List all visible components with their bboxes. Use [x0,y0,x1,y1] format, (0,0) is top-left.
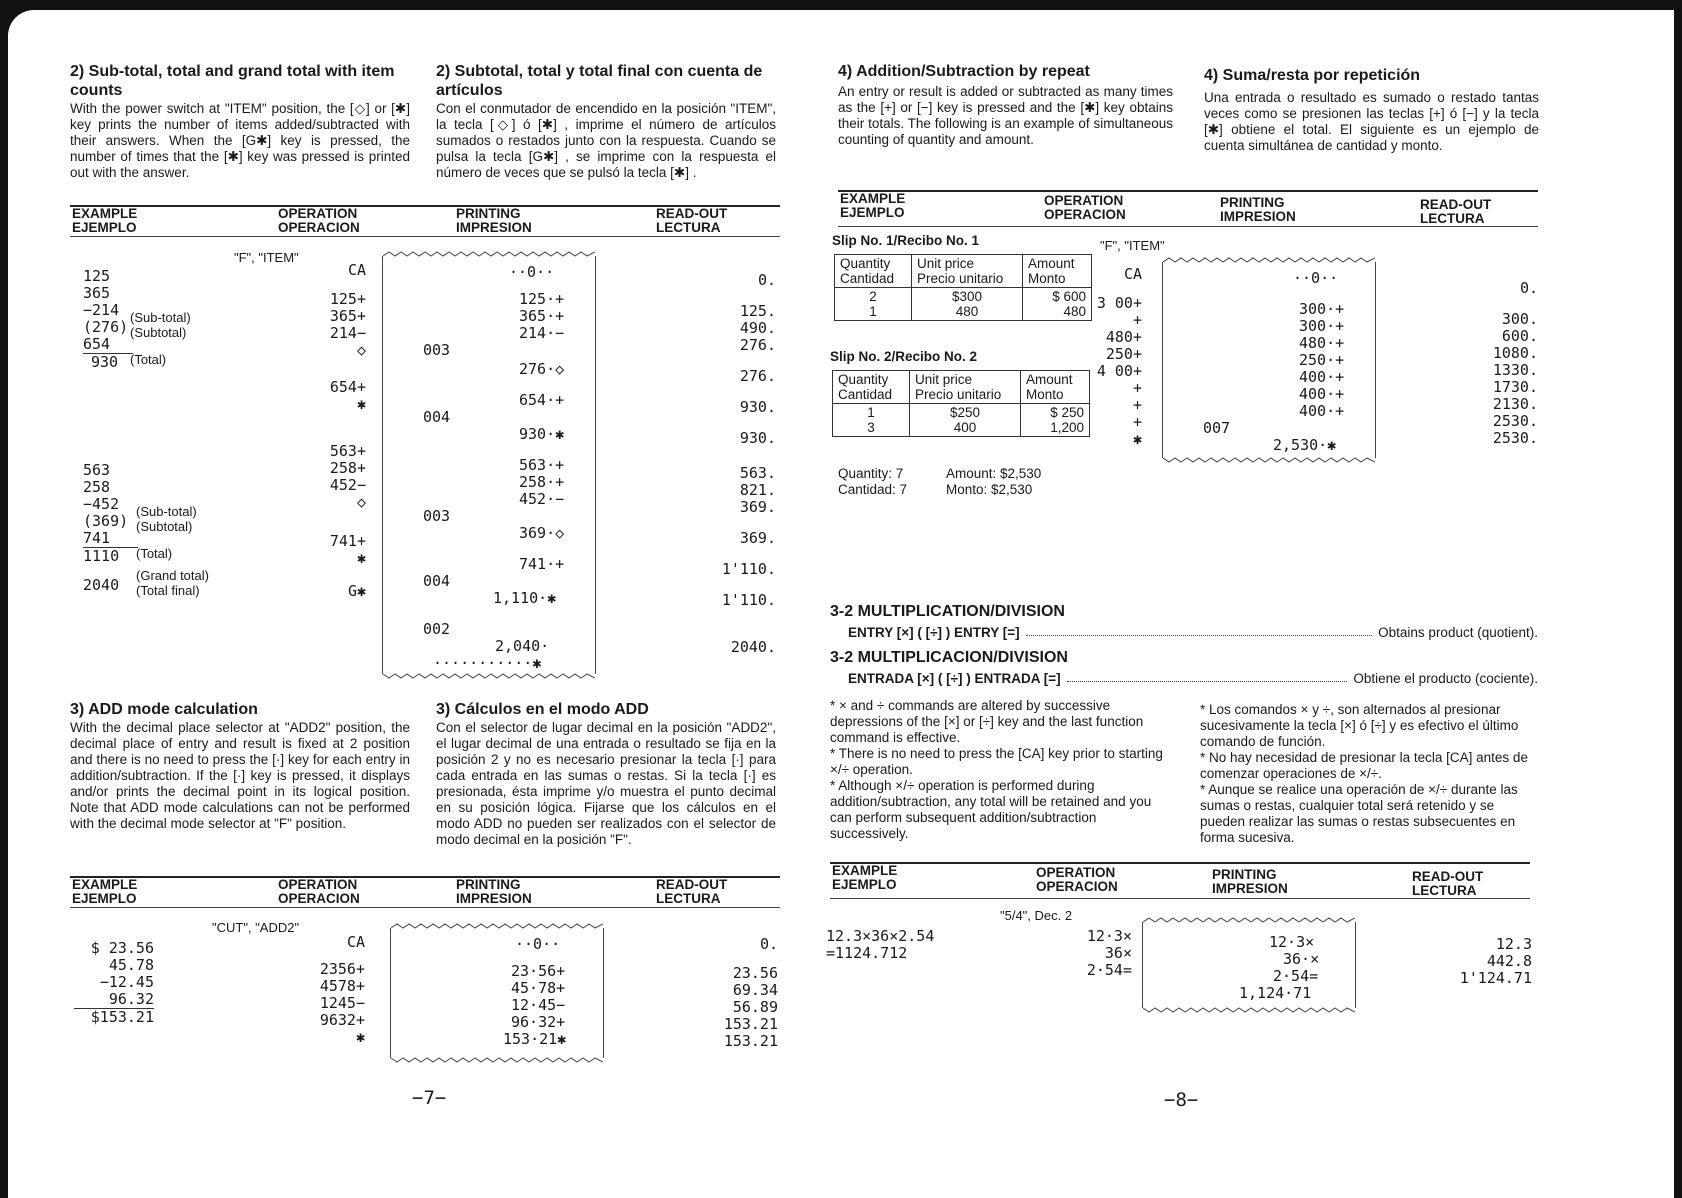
section-32-title-en: 3-2 MULTIPLICATION/DIVISION [830,603,1065,620]
example2-mode: "CUT", "ADD2" [212,920,300,935]
example3-readout: 0. 300. 600. 1080. 1330. 1730. 2130. 2530. 2530. [1492,279,1538,447]
example2-numbers: $ 23.56 45.78 −12.45 96.32 $153.21 [74,940,154,1026]
slip2-table: Quantity Cantidad Unit price Precio unitario Amount Monto 1 3 $250 400 $ 250 1,200 [832,370,1090,437]
section-3-title-es: 3) Cálculos en el modo ADD [436,701,649,718]
notes-en: * × and ÷ commands are altered by successive depressions of the [×] or [÷] key and the last function command is effective. * There is no need to press the [CA] key prior to starting ×/÷ operation. * Although ×/÷ operation is performed during addition/subtraction, any total will be retained and you can perform subsequent addition/subtraction successively. [830,698,1163,841]
example1-grand-total-label: (Grand total) (Total final) [136,568,209,598]
page-number-left: −7− [412,1087,447,1109]
section-32-formula-es: ENTRADA [×] ( [÷] ) ENTRADA [=] Obtiene el producto (cociente). [848,671,1538,686]
column-header-operation: OPERATION OPERACION [278,206,360,235]
example1-subtotal-label: (Sub-total) (Subtotal) [130,310,191,340]
section-2-title-es: 2) Subtotal, total y total final con cuenta de artículos [436,63,763,99]
example4-mode: "5/4", Dec. 2 [1000,908,1073,923]
table3-header-rule [838,226,1538,227]
example4-operations: 12·3× 36× 2·54= [1086,927,1132,979]
manual-spread [8,10,1674,1198]
section-2-body-en: With the power switch at "ITEM" position, the [◇] or [✱] key prints the number of items added/subtracted with their answers. When the [G✱] key is pressed, the number of times that the [✱] key was pressed is printed out with the answer. [70,101,410,180]
section-3-body-es: Con el selector de lugar decimal en la posición "ADD2", el lugar decimal de una entrada o resultado se fija en la posición 2 y no es necesario presionar la tecla [·] para cada entrada en las sumas o restas. Si la tecla [·] es presionada, ésta imprime y/o muestra el punto decimal en su posición lógica. Fijarse que los cálculos en el modo ADD no pueden ser realizados con el selector de modo decimal en la posición "F". [436,720,776,847]
section-4-title-en: 4) Addition/Subtraction by repeat [838,63,1090,80]
column-header-printing-3: PRINTING IMPRESION [1220,195,1296,224]
example1-numbers-b: 563 258 −452 (369) 741 1110 [83,462,138,565]
notes-es: * Los comandos × y ÷, son alternados al presionar sucesivamente la tecla [×] ó [÷] y es efectivo el último comando de función. * No hay necesidad de presionar la tecla [CA] antes de comenzar operaciones de ×/÷. * Aunque se realice una operación de ×/÷ durante las sumas o restas, cualquier total será retenido y se pueden realizar las sumas o restas subsecuentes en forma sucesiva. [1200,702,1528,845]
column-header-example-3: EXAMPLE EJEMPLO [840,191,906,220]
example1-operations: CA 125+ 365+ 214− ◇ 654+ ✱ 563+ 258+ 452− ◇ 741+ ✱ G✱ [308,262,366,600]
example1-readout: 0. 125. 490. 276. 276. 930. 930. 563. 821. 369. 369. 1'110. 1'110. 2040. [721,271,776,656]
example1-numbers-a: 125 365 −214 (276) 654 930 [83,268,133,371]
column-header-example-4: EXAMPLE EJEMPLO [832,863,898,892]
table4-header-rule [830,898,1530,899]
example1-total-label: (Total) [130,352,167,367]
column-header-operation-4: OPERATION OPERACION [1036,865,1118,894]
example1-total-label-2: (Total) [136,546,173,561]
section-32-formula-en: ENTRY [×] ( [÷] ) ENTRY [=] Obtains product (quotient). [848,625,1538,640]
example1-mode: "F", "ITEM" [234,250,299,265]
slip2-title: Slip No. 2/Recibo No. 2 [830,349,978,364]
column-header-printing-4: PRINTING IMPRESION [1212,867,1288,896]
section-2-title-en: 2) Sub-total, total and grand total with item counts [70,63,395,99]
column-header-example-2: EXAMPLE EJEMPLO [72,877,138,906]
page-number-right: −8− [1164,1089,1199,1111]
section-4-body-en: An entry or result is added or subtracted as many times as the [+] or [−] key is pressed and the [✱] key obtains their totals. The following is an example of simultaneous counting of quantity and amount. [838,84,1173,147]
example3-mode: "F", "ITEM" [1100,238,1165,253]
column-header-readout-2: READ-OUT LECTURA [656,877,728,906]
column-header-readout-3: READ-OUT LECTURA [1420,197,1492,226]
column-header-readout: READ-OUT LECTURA [656,206,728,235]
example2-operations: CA 2356+ 4578+ 1245− 9632+ ✱ [319,933,365,1046]
section-3-title-en: 3) ADD mode calculation [70,701,258,718]
section-4-body-es: Una entrada o resultado es sumado o restado tantas veces como se presionen las teclas [+] ó [−] y la tecla [✱] obtiene el total. El siguiente es un ejemplo de cuenta simultánea de cantidad y monto. [1204,90,1539,153]
example3-operations: CA 3 00+ + 480+ 250+ 4 00+ + + + ✱ [1096,265,1142,448]
example3-printing-tape: ··0·· 300·+ 300·+ 480·+ 250·+ 400·+ 400·+ 400·+ 007 2,530·✱ [1162,262,1376,458]
example1-printing-tape: ··0·· 125·+ 365·+ 214·− 003 276·◇ 654·+ 004 930·✱ 563·+ 258·+ 452·− 003 369·◇ 741·+ 004 1,110·✱ 002 2,040· ···········✱ [382,256,596,674]
table4-top-rule [830,862,1530,864]
section-2-body-es: Con el conmutador de encendido en la posición "ITEM", la tecla [◇] ó [✱] , imprime el número de artículos sumados o restados junto con la respuesta. Cuando se pulsa la tecla [G✱] , se imprime con la respuesta el número de veces que se pulsó la tecla [✱] . [436,101,776,180]
example1-grand-total: 2040 [83,576,120,594]
example4-expression: 12.3×36×2.54 =1124.712 [826,927,935,962]
section-32-title-es: 3-2 MULTIPLICACION/DIVISION [830,649,1068,666]
summary-quantity: Quantity: 7 Cantidad: 7 [838,466,908,497]
table-header-rule [70,236,780,237]
column-header-operation-3: OPERATION OPERACION [1044,193,1126,222]
example2-printing-tape: ··0·· 23·56+ 45·78+ 12·45− 96·32+ 153·21✱ [390,928,604,1058]
column-header-example: EXAMPLE EJEMPLO [72,206,138,235]
slip1-table: Quantity Cantidad Unit price Precio unitario Amount Monto 2 1 $300 480 $ 600 480 [834,254,1092,321]
column-header-printing: PRINTING IMPRESION [456,206,532,235]
example2-readout: 0. 23.56 69.34 56.89 153.21 153.21 [723,935,778,1050]
slip1-title: Slip No. 1/Recibo No. 1 [832,233,980,248]
summary-amount: Amount: $2,530 Monto: $2,530 [946,466,1042,497]
example1-subtotal-label-2: (Sub-total) (Subtotal) [136,504,197,534]
section-4-title-es: 4) Suma/resta por repetición [1204,67,1421,84]
table3-top-rule [838,190,1538,192]
example4-printing-tape: 12·3× 36·× 2·54= 1,124·71 [1142,922,1356,1008]
example4-readout: 12.3 442.8 1'124.71 [1459,935,1532,987]
table2-header-rule [70,907,780,908]
column-header-operation-2: OPERATION OPERACION [278,877,360,906]
section-3-body-en: With the decimal place selector at "ADD2" position, the decimal place of entry and result is fixed at 2 position and there is no need to press the [·] key for each entry in addition/subtraction. If the [·] key is pressed, it displays and/or prints the decimal point in its logical position. Note that ADD mode calculations can not be performed with the decimal mode selector at "F" position. [70,720,410,831]
op-ca: CA [347,261,366,279]
column-header-printing-2: PRINTING IMPRESION [456,877,532,906]
column-header-readout-4: READ-OUT LECTURA [1412,869,1484,898]
